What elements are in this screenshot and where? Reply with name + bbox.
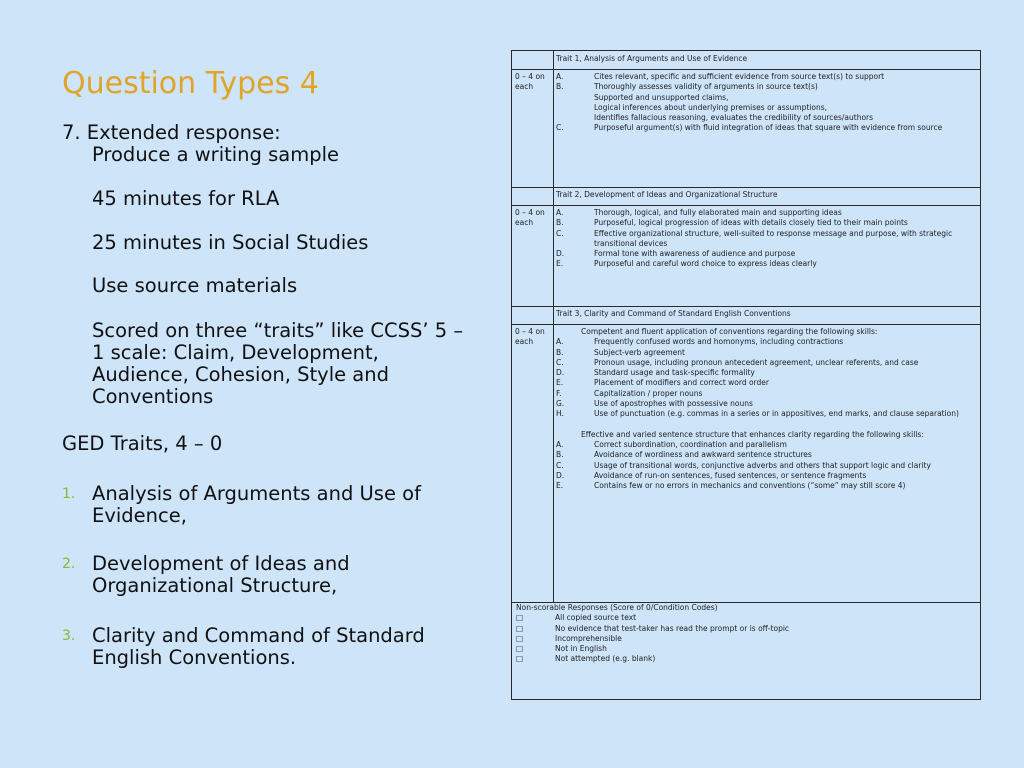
checkbox-icon: □ [516,623,524,633]
trait2-criteria [556,208,974,270]
criterion-text: Standard usage and task-specific formality [594,368,755,378]
checkbox-icon: □ [516,654,524,664]
table-rule [512,187,980,188]
criterion-text: Thorough, logical, and fully elaborated main and supporting ideas [594,208,842,217]
trait-text: Analysis of Arguments and Use of Evidence, [92,482,421,527]
extended-response-heading: 7. Extended response: [62,121,281,144]
ged-traits-heading: GED Traits, 4 – 0 [62,432,223,455]
criterion-text: Purposeful, logical progression of ideas with details closely tied to their main points [594,218,908,228]
source-materials-line: Use source materials [92,274,298,297]
criterion-row [556,103,974,113]
criterion-text: Placement of modifiers and correct word order [594,378,769,388]
nonscorable-item [516,624,974,634]
nonscorable-item [516,644,974,654]
nonscorable-text: Incomprehensible [555,633,622,643]
table-rule [512,205,980,206]
criterion-row [556,378,974,388]
conventions-intro: Competent and fluent application of conventions regarding the following skills: [581,327,878,336]
trait-text: Development of Ideas and Organizational Structure, [92,552,350,597]
criterion-letter: E. [556,481,564,491]
criterion-text: Avoidance of run-on sentences, fused sentences, or sentence fragments [594,470,867,480]
slide-title: Question Types 4 [62,66,319,101]
criterion-text: Cites relevant, specific and sufficient evidence from source text(s) to support [594,72,885,81]
scoring-traits-paragraph: Scored on three “traits” like CCSS’ 5 – 1 scale: Claim, Development, Audience, Cohesion, Style and Conventions [92,319,464,408]
criterion-text: Thoroughly assesses validity of arguments in source text(s) [594,82,818,92]
trait-list-item [62,553,482,599]
criterion-text: Supported and unsupported claims, [594,92,729,102]
criterion-text: Capitalization / proper nouns [594,388,703,398]
criterion-row [556,72,974,82]
trait-list-item [62,625,482,671]
trait3-score-range: 0 – 4 on each [515,327,545,347]
nonscorable-text: All copied source text [555,613,637,623]
criterion-letter: G. [556,399,565,409]
criterion-text: Correct subordination, coordination and parallelism [594,439,787,449]
nonscorable-text: No evidence that test-taker has read the prompt or is off-topic [555,623,790,633]
criterion-row [556,461,974,471]
table-rule [512,324,980,325]
criterion-row [556,348,974,358]
criterion-row [556,440,974,450]
checkbox-icon: □ [516,633,524,643]
trait1-score-range: 0 – 4 on each [515,72,545,92]
criterion-row [556,481,974,491]
trait2-score-range: 0 – 4 on each [515,208,545,228]
criterion-letter: D. [556,368,565,378]
criterion-row [556,368,974,378]
criterion-letter: C. [556,460,564,470]
criterion-letter: C. [556,228,564,238]
nonscorable-text: Not in English [555,644,607,654]
criterion-row [556,389,974,399]
criterion-row [556,93,974,103]
criterion-row [556,113,974,123]
sentence-structure-intro: Effective and varied sentence structure that enhances clarity regarding the following skills: [581,429,924,439]
nonscorable-header: Non-scorable Responses (Score of 0/Condition Codes) [516,603,718,612]
criterion-letter: E. [556,259,564,269]
criterion-letter: A. [556,439,564,449]
criterion-text: Pronoun usage, including pronoun antecedent agreement, unclear referents, and case [594,357,919,367]
criterion-letter: D. [556,470,565,480]
spacer [556,420,974,430]
nonscorable-section [516,603,974,665]
criterion-letter: C. [556,357,564,367]
criterion-letter: E. [556,378,564,388]
criterion-letter: A. [556,337,564,347]
trait-number: 2. [62,556,76,572]
criterion-text: Logical inferences about underlying premises or assumptions, [594,102,828,112]
rla-time-line: 45 minutes for RLA [92,187,280,210]
criterion-row [556,123,974,133]
criterion-letter: B. [556,347,564,357]
trait-text: Clarity and Command of Standard English Conventions. [92,624,425,669]
nonscorable-item [516,654,974,664]
checkbox-icon: □ [516,644,524,654]
criterion-row [556,337,974,347]
criterion-text: Identifies fallacious reasoning, evaluates the credibility of sources/authors [594,113,874,123]
table-rule [512,306,980,307]
criterion-letter: B. [556,218,564,228]
trait-number: 3. [62,628,76,644]
criterion-letter: F. [556,388,562,398]
trait1-criteria [556,72,974,134]
social-studies-time-line: 25 minutes in Social Studies [92,231,369,254]
criterion-letter: D. [556,249,565,259]
criterion-text: Use of apostrophes with possessive nouns [594,399,753,409]
criterion-text: Effective organizational structure, well-suited to response message and purpose, with strategic transitional devices [594,228,953,248]
criterion-text: Use of punctuation (e.g. commas in a series or in appositives, end marks, and clause separation) [594,409,959,419]
criterion-text: Purposeful and careful word choice to express ideas clearly [594,259,817,269]
criterion-text: Contains few or no errors in mechanics and conventions (“some” may still score 4) [594,481,906,491]
writing-sample-line: Produce a writing sample [92,143,340,166]
criterion-text: Formal tone with awareness of audience and purpose [594,249,796,259]
criterion-row [556,229,974,250]
criterion-row [556,409,974,419]
trait3-criteria [556,327,974,491]
nonscorable-item [516,634,974,644]
nonscorable-text: Not attempted (e.g. blank) [555,654,656,664]
criterion-row [556,399,974,409]
criterion-letter: B. [556,82,564,92]
criterion-text: Usage of transitional words, conjunctive adverbs and others that support logic and clarity [594,460,931,470]
criterion-row [556,208,974,218]
criterion-row [556,259,974,269]
criterion-text: Purposeful argument(s) with fluid integration of ideas that square with evidence from source [594,123,943,133]
criterion-row [556,471,974,481]
trait1-header: Trait 1, Analysis of Arguments and Use of Evidence [556,54,748,63]
trait2-header: Trait 2, Development of Ideas and Organizational Structure [556,190,778,199]
criterion-row [556,249,974,259]
trait-list-item [62,483,482,529]
criterion-letter: C. [556,123,564,133]
score-column-divider [553,51,554,603]
criterion-row [556,450,974,460]
criterion-text: Avoidance of wordiness and awkward sentence structures [594,450,812,460]
criterion-row [556,218,974,228]
criterion-letter: B. [556,450,564,460]
nonscorable-item [516,613,974,623]
criterion-row [556,82,974,92]
trait-number: 1. [62,486,76,502]
table-rule [512,69,980,70]
criterion-letter: A. [556,208,564,217]
criterion-text: Frequently confused words and homonyms, including contractions [594,337,844,347]
criterion-row [556,358,974,368]
rubric-table [511,50,981,700]
criterion-text: Subject-verb agreement [594,347,685,357]
trait3-header: Trait 3, Clarity and Command of Standard English Conventions [556,309,791,318]
checkbox-icon: □ [516,613,524,623]
criterion-letter: H. [556,409,564,419]
criterion-letter: A. [556,72,564,81]
